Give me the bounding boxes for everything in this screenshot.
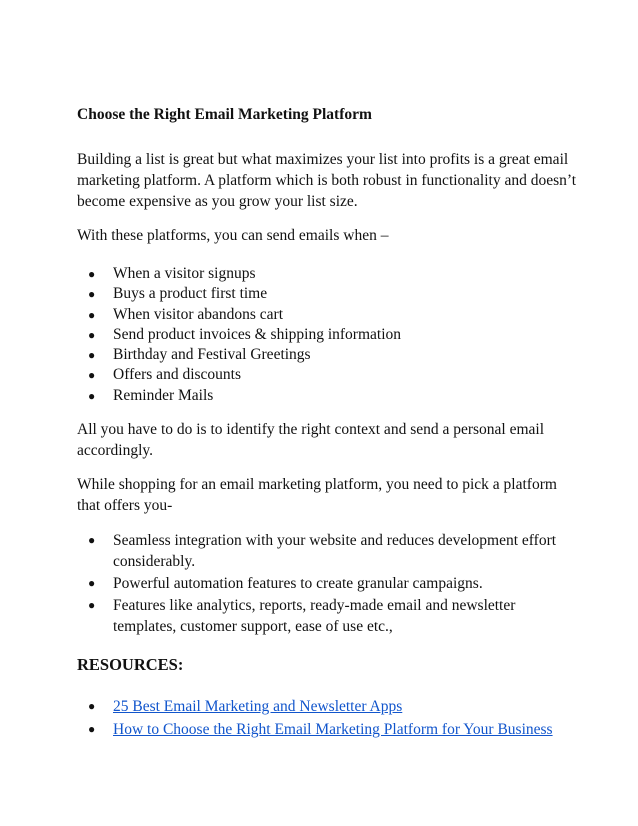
bullet-icon: ● — [88, 348, 96, 363]
bullet-icon: ● — [88, 307, 96, 322]
send-when-intro: With these platforms, you can send emails when – — [77, 227, 389, 244]
bullet-icon: ● — [88, 267, 96, 281]
bullet-icon: ● — [88, 368, 96, 383]
section-heading: Choose the Right Email Marketing Platform — [77, 106, 372, 123]
list-item: ● Buys a product first time — [77, 284, 577, 304]
list-item: ● Send product invoices & shipping information — [77, 325, 577, 345]
list-item: ● When a visitor signups — [77, 264, 577, 284]
shopping-paragraph: While shopping for an email marketing platform, you need to pick a platform that offers you- — [77, 476, 557, 515]
bullet-icon: ● — [88, 598, 96, 613]
list-item: ● When visitor abandons cart — [77, 305, 577, 325]
list-item: ● Offers and discounts — [77, 365, 577, 385]
bullet-icon: ● — [88, 699, 96, 714]
send-when-list — [77, 264, 577, 406]
intro-paragraph: Building a list is great but what maximizes your list into profits is a great email marketing platform. A platform which is both robust in functionality and doesn’t become expensive as you grow your list size. — [77, 151, 577, 210]
list-item — [77, 696, 577, 717]
list-item: ● Birthday and Festival Greetings — [77, 345, 577, 365]
bullet-icon: ● — [88, 327, 96, 342]
bullet-icon: ● — [88, 722, 96, 737]
list-item: ● Features like analytics, reports, ready-made email and newsletter templates, customer support, ease of use etc., — [88, 597, 516, 636]
document-page — [77, 104, 577, 753]
bullet-icon: ● — [88, 533, 96, 548]
bullet-icon: ● — [88, 388, 96, 403]
list-item: ● Seamless integration with your website and reduces development effort considerably. — [88, 532, 557, 571]
resources-heading: RESOURCES: — [77, 655, 184, 675]
resource-link-best-apps[interactable]: 25 Best Email Marketing and Newsletter Apps — [113, 698, 403, 716]
context-paragraph: All you have to do is to identify the right context and send a personal email accordingly. — [77, 421, 545, 460]
resources-list — [77, 696, 577, 740]
list-item — [77, 719, 577, 740]
bullet-icon: ● — [88, 287, 96, 302]
list-item: ● Reminder Mails — [77, 386, 577, 406]
resource-link-choose-platform[interactable]: How to Choose the Right Email Marketing Platform for Your Business — [113, 721, 553, 739]
list-item: ● Powerful automation features to create granular campaigns. — [88, 575, 483, 593]
features-list — [77, 530, 577, 637]
bullet-icon: ● — [88, 576, 96, 591]
